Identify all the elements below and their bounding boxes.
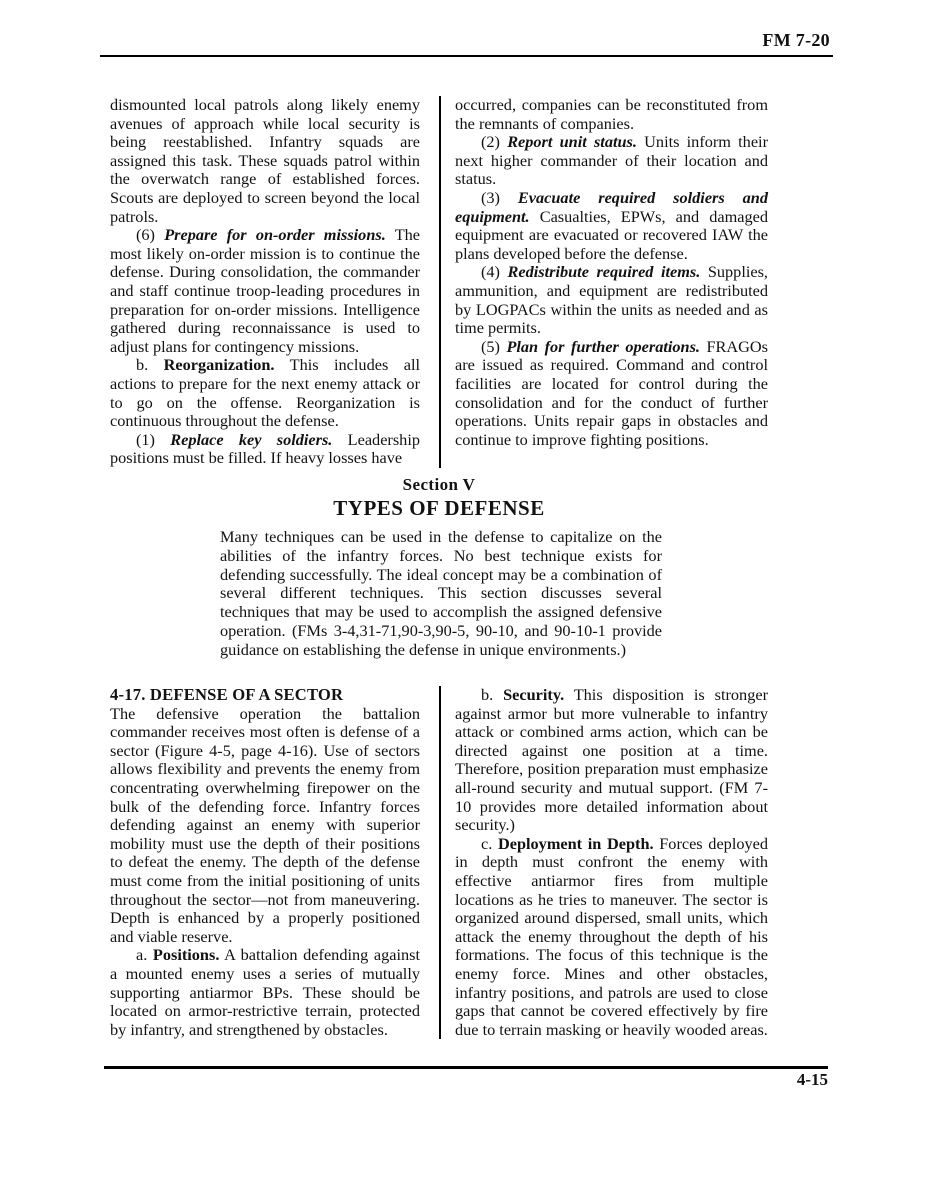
section-label: Section V (402, 475, 476, 494)
section-title: TYPES OF DEFENSE (333, 496, 545, 520)
paragraph: b. Reorganization. This includes all actions to prepare for the next enemy attack or to go on the offense. Reorganization is continuous throughout the defense. (110, 355, 420, 431)
paragraph-lead: Replace key soldiers. (170, 429, 333, 449)
section-heading (110, 475, 768, 521)
article-heading: 4-17. DEFENSE OF A SECTOR (110, 685, 344, 704)
sector-defense-block (110, 686, 768, 1039)
paragraph-lead: Deployment in Depth. (497, 833, 654, 853)
sector-defense-right-column (455, 686, 768, 1039)
sector-defense-left-column (110, 686, 420, 1039)
consolidation-left-column (110, 96, 420, 468)
paragraph-lead: Evacuate required soldiers and equipment. (455, 187, 768, 226)
footer-rule (104, 1066, 828, 1069)
paragraph: (1) Replace key soldiers. Leadership positions must be filled. If heavy losses have (110, 429, 420, 468)
paragraph: a. Positions. A battalion defending against a mounted enemy uses a series of mutually supporting antiarmor BPs. These should be located on armor-restrictive terrain, protected by infantry, and strengthened by obstacles. (110, 945, 420, 1039)
paragraph-lead: Plan for further operations. (506, 336, 700, 356)
header-doc-id: FM 7-20 (762, 30, 830, 50)
consolidation-block (110, 96, 768, 468)
paragraph: (5) Plan for further operations. FRAGOs are issued as required. Command and control facilities are located for control during the consolidation and for the conduct of further operations. Units repair gaps in obstacles and continue to improve fighting positions. (455, 336, 768, 449)
paragraph-lead: Prepare for on-order missions. (164, 225, 386, 245)
paragraph: occurred, companies can be reconstituted from the remnants of companies. (455, 95, 768, 133)
paragraph-lead: Security. (503, 685, 565, 704)
paragraph: b. Security. This disposition is stronger against armor but more vulnerable to infantry attack or combined arms action, which can be directed against one position at a time. Therefore, position preparation must emphasize all-round security and mutual support. (FM 7-10 provides more detailed information about security.) (455, 685, 768, 835)
paragraph: dismounted local patrols along likely enemy avenues of approach while local security is being reestablished. Infantry squads are assigned this task. These squads patrol within the overwatch range of established forces. Scouts are deployed to screen beyond the local patrols. (110, 95, 420, 226)
paragraph-lead: Redistribute required items. (507, 262, 701, 282)
column-divider (439, 96, 441, 468)
paragraph: The defensive operation the battalion commander receives most often is defense of a sector (Figure 4-5, page 4-16). Use of sectors allows flexibility and prevents the enemy from concentrating overwhelming firepower on the bulk of the defending force. Infantry forces defending against an enemy with superior mobility must use the depth of their positions to defeat the enemy. The depth of the defense must come from the initial positioning of units throughout the sector—not from maneuvering. Depth is enhanced by a properly positioned and viable reserve. (110, 703, 420, 946)
paragraph-lead: Positions. (152, 945, 220, 965)
paragraph: (2) Report unit status. Units inform their next higher commander of their location and status. (455, 132, 768, 189)
header-rule (100, 55, 833, 57)
paragraph: (4) Redistribute required items. Supplies, ammunition, and equipment are redistributed by LOGPACs within the units as needed and as time permits. (455, 262, 768, 338)
paragraph: (3) Evacuate required soldiers and equipment. Casualties, EPWs, and damaged equipment are evacuated or recovered IAW the plans developed before the defense. (455, 187, 768, 263)
page-number: 4-15 (796, 1070, 828, 1089)
paragraph-lead: Report unit status. (507, 132, 637, 152)
paragraph: (6) Prepare for on-order missions. The most likely on-order mission is to continue the defense. During consolidation, the commander and staff continue troop-leading procedures in preparation for on-order missions. Intelligence gathered during reconnaissance is used to adjust plans for contingency missions. (110, 225, 421, 356)
section-intro: Many techniques can be used in the defense to capitalize on the abilities of the infantry forces. No best technique exists for defending successfully. The ideal concept may be a combination of several different techniques. This section discusses several techniques that may be used to accomplish the assigned defensive operation. (FMs 3-4,31-71,90-3,90-5, 90-10, and 90-10-1 provide guidance on establishing the defense in unique environments.) (220, 527, 662, 659)
consolidation-right-column (455, 96, 768, 468)
paragraph-lead: Reorganization. (163, 355, 275, 375)
paragraph: c. Deployment in Depth. Forces deployed in depth must confront the enemy with effective antiarmor fires from multiple locations as he tries to maneuver. The sector is organized around dispersed, small units, which attack the enemy throughout the depth of his formations. The focus of this technique is the enemy force. Mines and other obstacles, infantry positions, and patrols are used to close gaps that cannot be covered effectively by fire due to terrain masking or heavily wooded areas. (455, 833, 768, 1039)
column-divider (439, 686, 441, 1039)
